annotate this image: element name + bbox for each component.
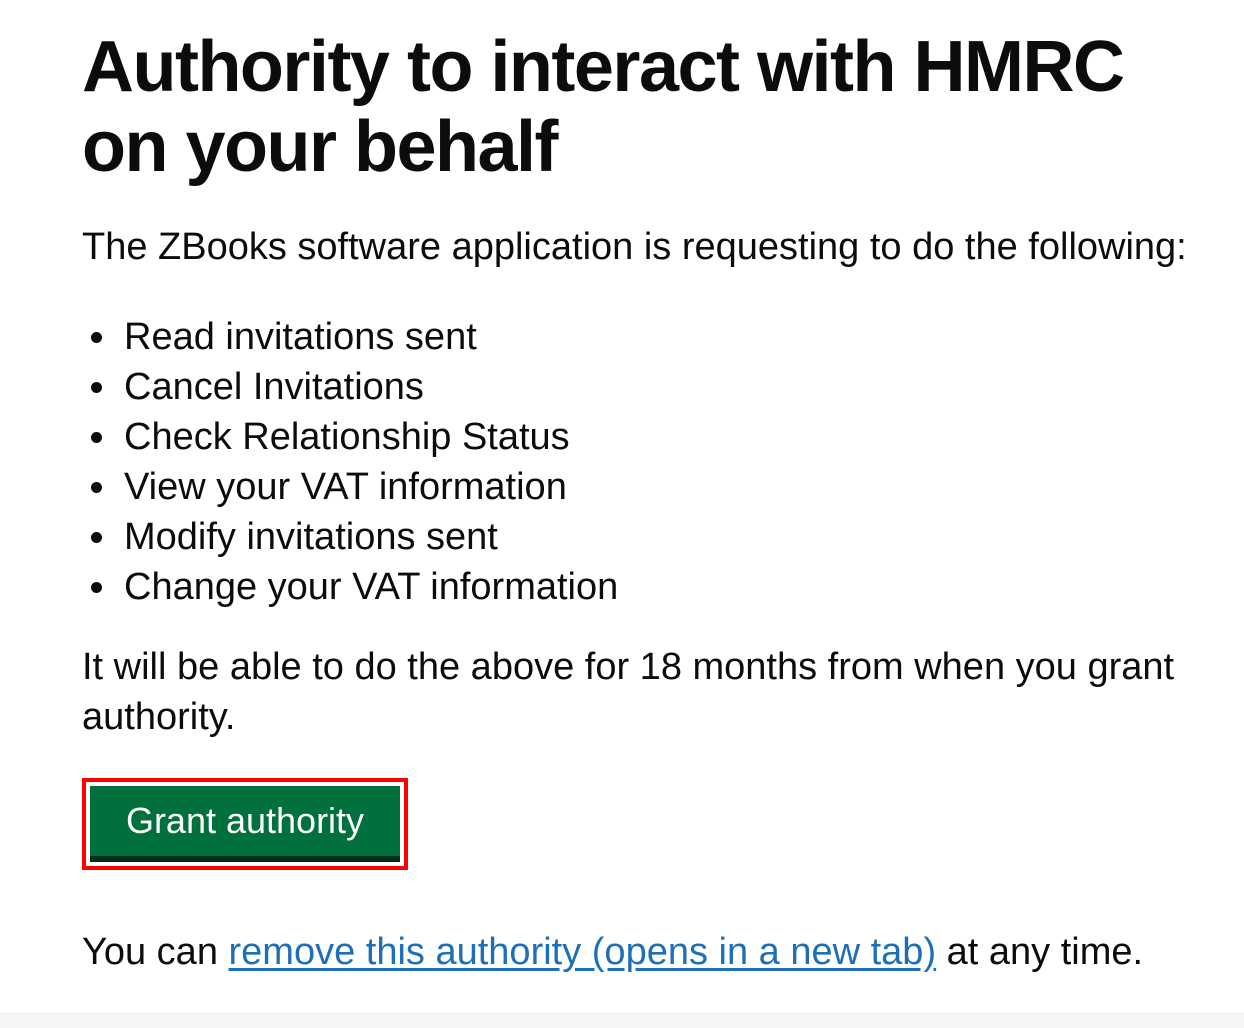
permissions-list [82, 312, 1204, 612]
intro-text: The ZBooks software application is requesting to do the following: [82, 226, 1187, 268]
permission-item: • Cancel Invitations [120, 362, 1204, 412]
page-title: Authority to interact with HMRC on your behalf [82, 27, 1124, 187]
removal-note-suffix: at any time. [936, 931, 1144, 973]
annotation-highlight-box [82, 778, 408, 870]
remove-authority-link[interactable]: remove this authority (opens in a new tab) [228, 931, 937, 973]
removal-note [82, 927, 1204, 977]
footer-edge [0, 1013, 1244, 1028]
permission-item: • Change your VAT information [120, 562, 1204, 612]
duration-note: It will be able to do the above for 18 months from when you grant authority. [82, 646, 1175, 738]
button-row [82, 778, 1204, 870]
removal-note-prefix: You can [82, 931, 229, 973]
grant-authority-button[interactable]: Grant authority [90, 786, 400, 862]
permission-item: • Check Relationship Status [120, 412, 1204, 462]
permission-item: • View your VAT information [120, 462, 1204, 512]
permission-item: • Read invitations sent [120, 312, 1204, 362]
permission-item: • Modify invitations sent [120, 512, 1204, 562]
